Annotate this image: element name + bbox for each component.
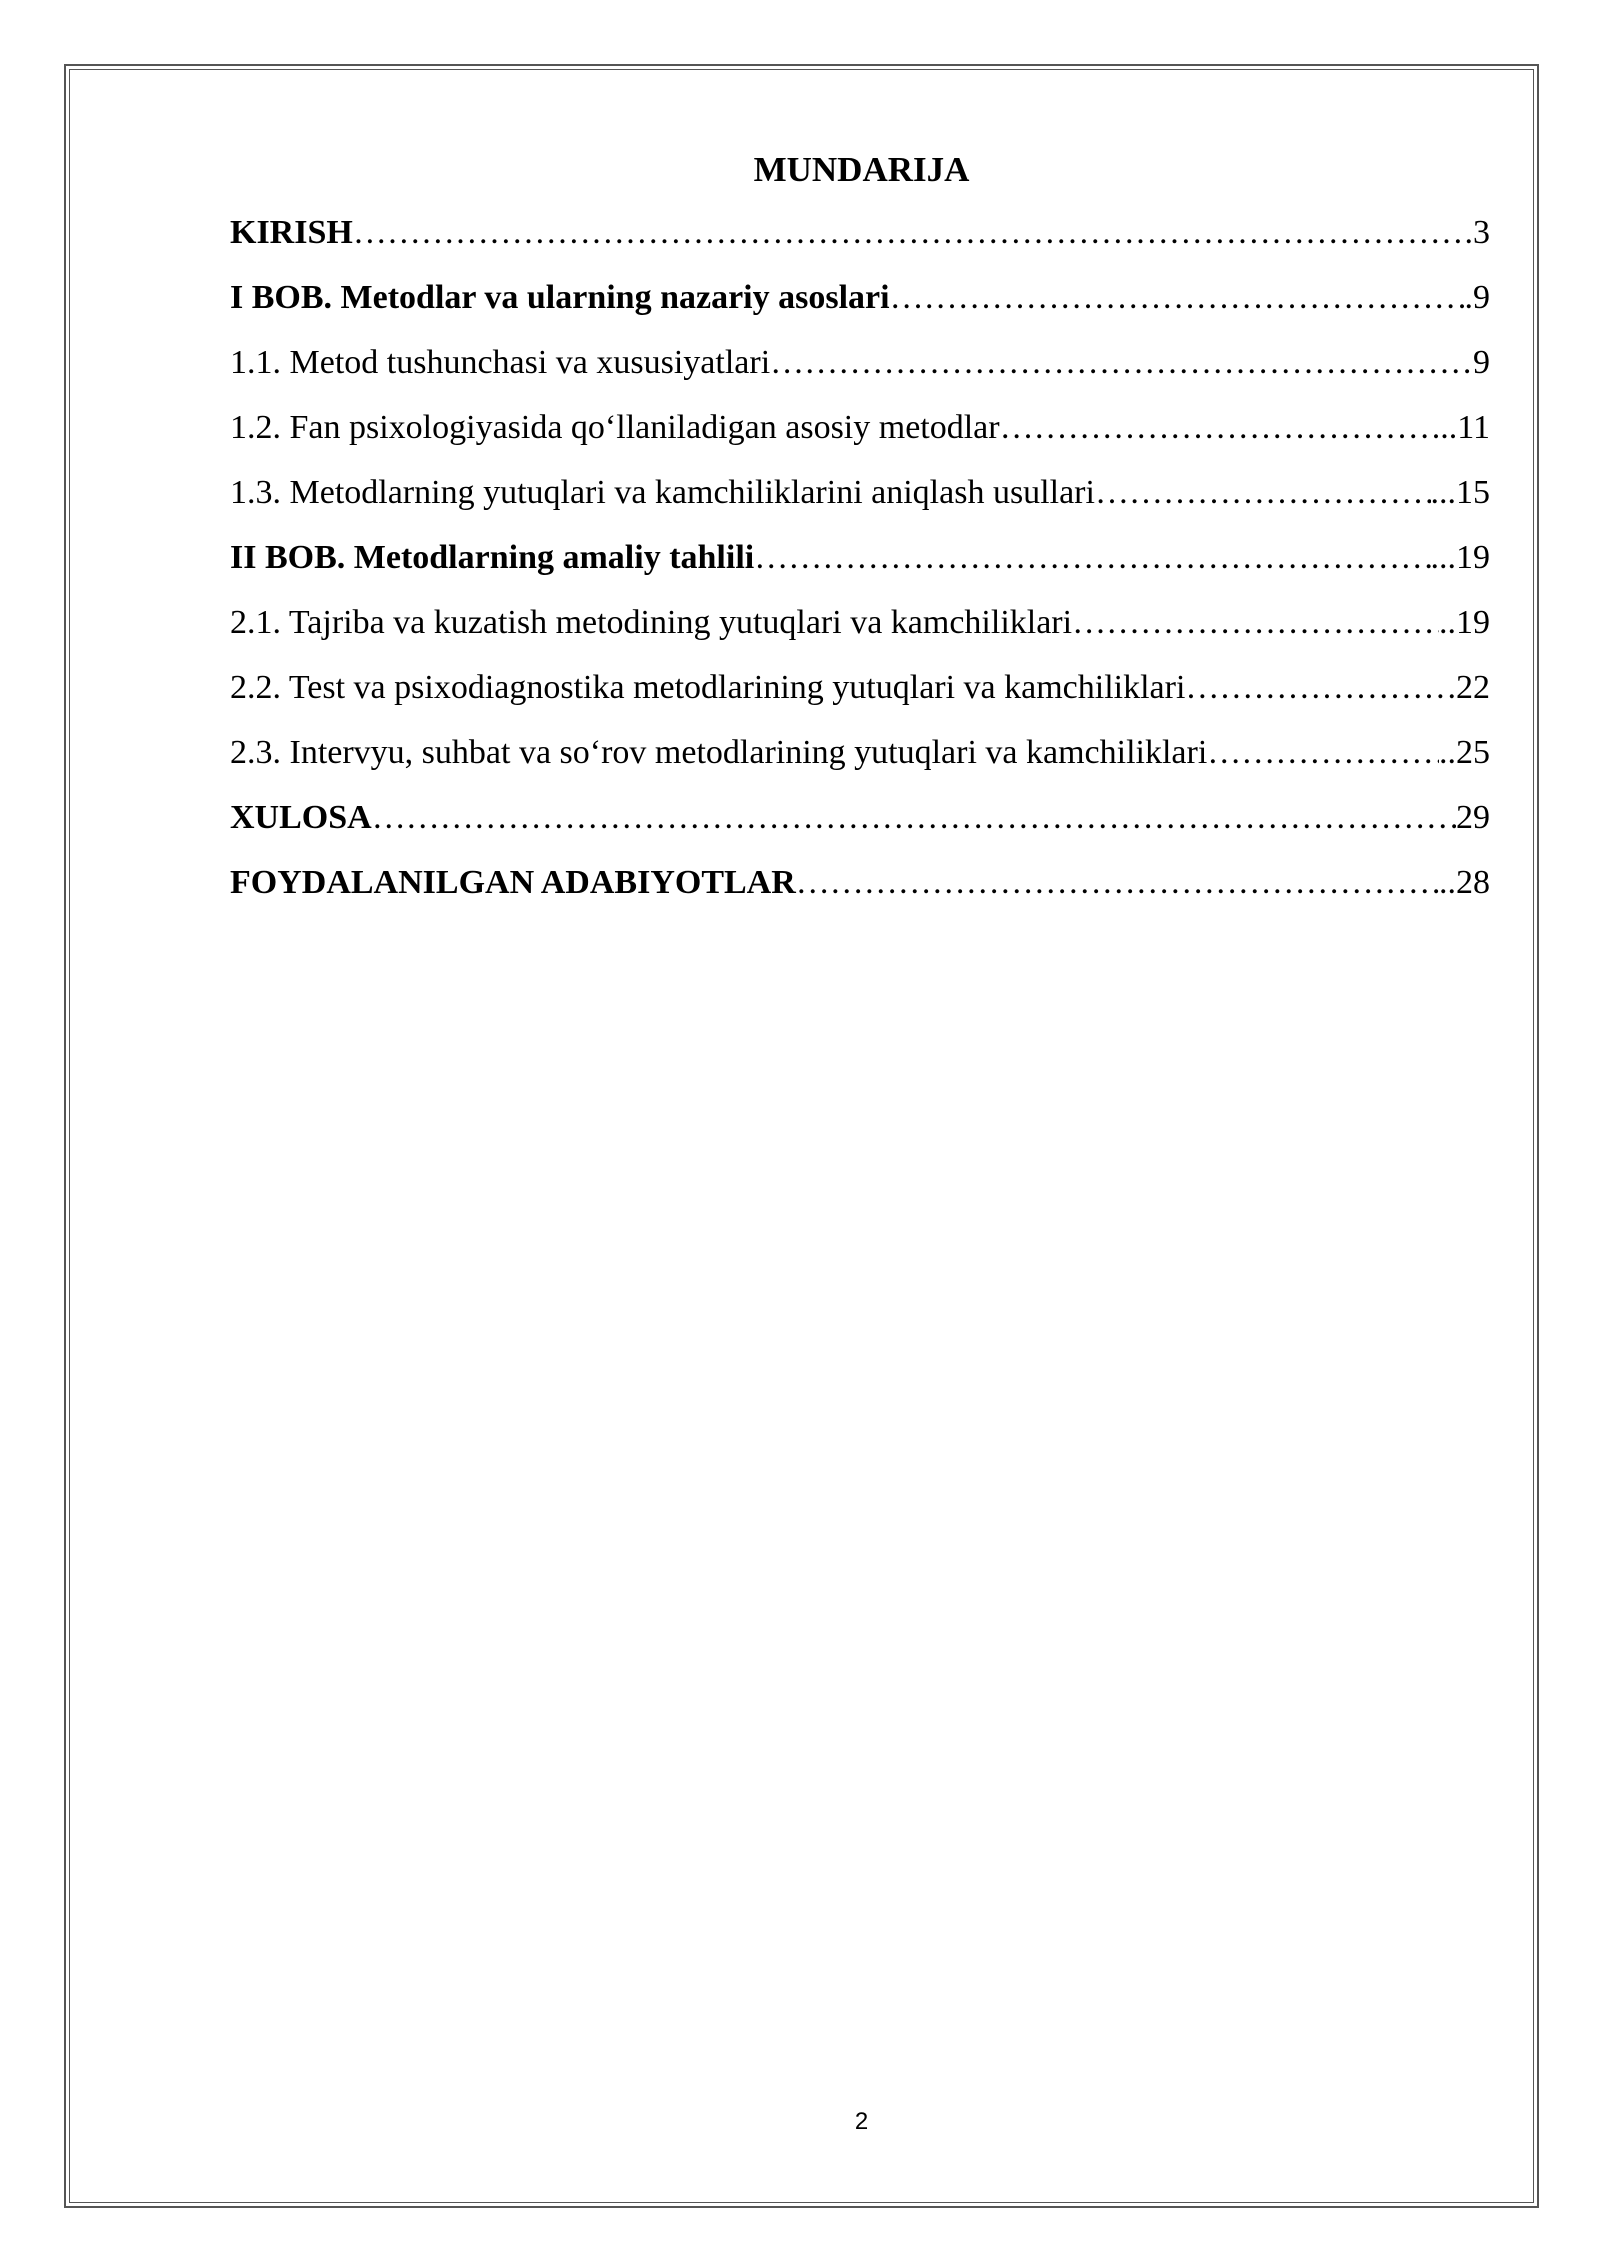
toc-entry-2-3[interactable] <box>230 734 1490 799</box>
toc-entry-label: 2.1. Tajriba va kuzatish metodining yutuqlari va kamchiliklari <box>230 604 1073 641</box>
toc-leader-dots <box>1207 734 1439 772</box>
toc-entry-1-1[interactable] <box>230 344 1490 409</box>
toc-entry-label: 1.3. Metodlarning yutuqlari va kamchiliklarini aniqlash usullari <box>230 474 1095 511</box>
toc-entry-page: ...15 <box>1430 474 1490 511</box>
page-title: MUNDARIJA <box>753 150 970 189</box>
toc-leader-dots <box>353 214 1465 252</box>
toc-entry-label: 2.2. Test va psixodiagnostika metodlarining yutuqlari va kamchiliklari <box>230 669 1186 706</box>
toc-entry-label: 1.1. Metod tushunchasi va xususiyatlari <box>230 344 771 381</box>
toc-entry-label: KIRISH <box>230 214 353 251</box>
toc-entry-page: ...11 <box>1431 409 1490 446</box>
toc-leader-dots <box>1095 474 1431 512</box>
toc-entry-label: II BOB. Metodlarning amaliy tahlili <box>230 539 755 576</box>
toc-entry-page: 22 <box>1456 669 1490 706</box>
toc-entry-page: 29 <box>1456 799 1490 836</box>
toc-entry-label: FOYDALANILGAN ADABIYOTLAR <box>230 864 796 901</box>
toc-entry-chapter-1[interactable] <box>230 279 1490 344</box>
toc-leader-dots <box>1000 409 1432 447</box>
toc-leader-dots <box>890 279 1465 317</box>
toc-entry-1-2[interactable] <box>230 409 1490 474</box>
toc-leader-dots <box>1072 604 1439 642</box>
toc-entry-page: ...19 <box>1430 539 1490 576</box>
toc-entry-page: ..19 <box>1439 604 1490 641</box>
toc-entry-2-1[interactable] <box>230 604 1490 669</box>
table-of-contents <box>230 214 1490 929</box>
toc-entry-xulosa[interactable] <box>230 799 1490 864</box>
toc-entry-page: .3 <box>1464 214 1490 251</box>
toc-entry-page: ..28 <box>1439 864 1490 901</box>
page-number: 2 <box>854 2108 869 2135</box>
toc-entry-kirish[interactable] <box>230 214 1490 279</box>
toc-leader-dots <box>796 864 1439 902</box>
toc-entry-label: XULOSA <box>230 799 372 836</box>
toc-entry-label: 1.2. Fan psixologiyasida qo‘llaniladigan asosiy metodlar <box>230 409 1000 446</box>
toc-entry-chapter-2[interactable] <box>230 539 1490 604</box>
toc-entry-page: .9 <box>1464 279 1490 316</box>
toc-leader-dots <box>754 539 1430 577</box>
toc-entry-references[interactable] <box>230 864 1490 929</box>
toc-entry-1-3[interactable] <box>230 474 1490 539</box>
toc-entry-label: 2.3. Intervyu, suhbat va so‘rov metodlarining yutuqlari va kamchiliklari <box>230 734 1208 771</box>
toc-entry-page: ..25 <box>1439 734 1490 771</box>
toc-leader-dots <box>1185 669 1456 707</box>
toc-leader-dots <box>372 799 1456 837</box>
toc-leader-dots <box>770 344 1473 382</box>
toc-entry-page: 9 <box>1473 344 1490 381</box>
toc-entry-2-2[interactable] <box>230 669 1490 734</box>
toc-entry-label: I BOB. Metodlar va ularning nazariy asoslari <box>230 279 890 316</box>
